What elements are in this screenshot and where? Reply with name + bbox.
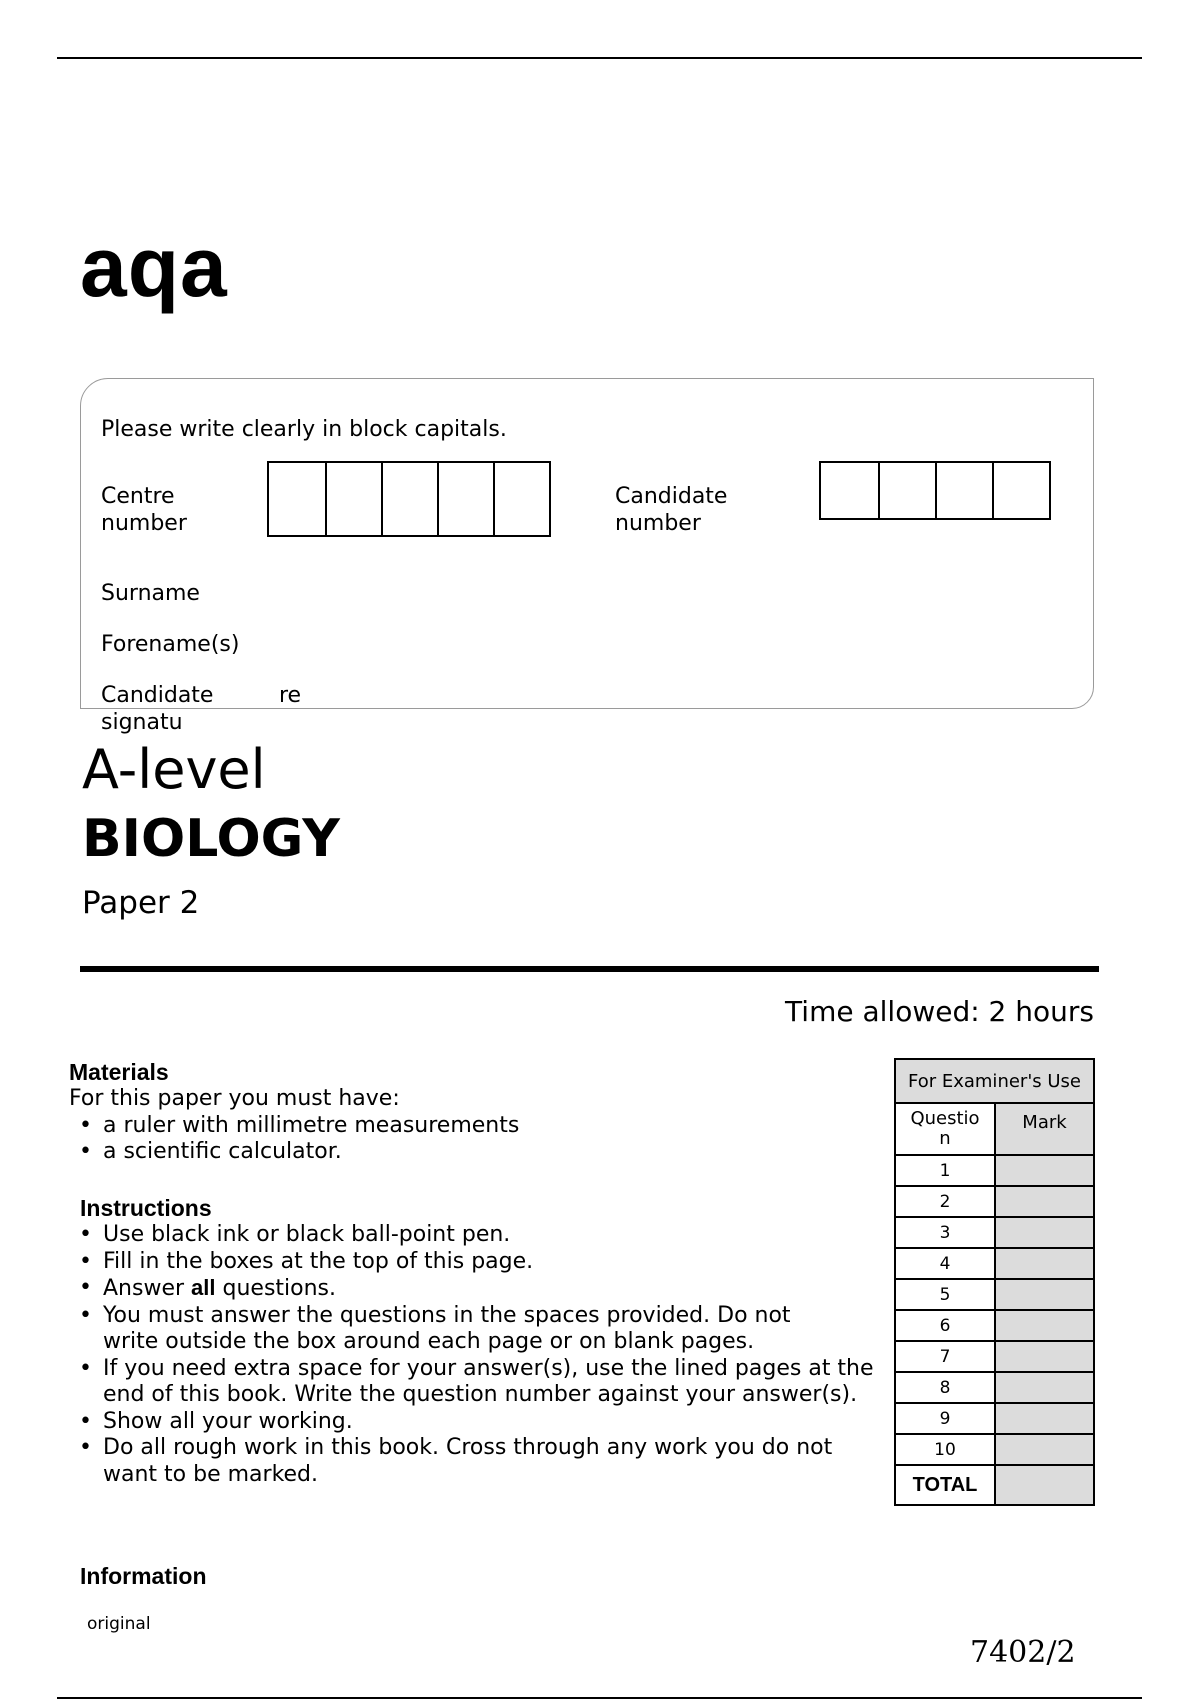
mark-cell[interactable] — [995, 1155, 1094, 1186]
list-item: • Answer all questions. — [69, 1275, 869, 1303]
subject-title: BIOLOGY — [82, 809, 340, 869]
list-item: • Fill in the boxes at the top of this page. — [69, 1249, 869, 1276]
aqa-logo: aqa — [80, 220, 228, 314]
candidate-signature-label-part: signatu — [101, 710, 183, 735]
instructions-list — [69, 1222, 874, 1488]
candidate-digit-box[interactable] — [992, 463, 1049, 518]
footer-note: original — [87, 1614, 151, 1634]
centre-digit-box[interactable] — [381, 463, 437, 535]
list-item: • You must answer the questions in the spaces provided. Do not write outside the box around each page or on blank pages. — [69, 1303, 813, 1356]
question-number: 4 — [895, 1248, 995, 1279]
question-number: 9 — [895, 1403, 995, 1434]
forename-label: Forename(s) — [101, 632, 240, 657]
candidate-number-boxes[interactable] — [819, 461, 1051, 520]
mark-cell[interactable] — [995, 1186, 1094, 1217]
question-number: 5 — [895, 1279, 995, 1310]
centre-digit-box[interactable] — [493, 463, 549, 535]
section-divider — [80, 966, 1099, 972]
candidate-number-label: Candidate number — [615, 484, 728, 536]
paper-code: 7402/2 — [970, 1635, 1076, 1670]
paper-number: Paper 2 — [82, 885, 200, 921]
list-item: • a ruler with millimetre measurements — [69, 1113, 859, 1140]
centre-digit-box[interactable] — [269, 463, 325, 535]
mark-cell[interactable] — [995, 1434, 1094, 1465]
question-number: 7 — [895, 1341, 995, 1372]
mark-cell[interactable] — [995, 1341, 1094, 1372]
question-number: 2 — [895, 1186, 995, 1217]
candidate-digit-box[interactable] — [878, 463, 935, 518]
question-number: 10 — [895, 1434, 995, 1465]
list-item: • Use black ink or black ball-point pen. — [69, 1222, 869, 1249]
top-rule — [57, 57, 1142, 59]
mark-column-header: Mark — [995, 1103, 1094, 1155]
candidate-digit-box[interactable] — [821, 463, 878, 518]
materials-intro: For this paper you must have: — [69, 1086, 400, 1111]
mark-cell[interactable] — [995, 1403, 1094, 1434]
question-number: 1 — [895, 1155, 995, 1186]
instructions-heading: Instructions — [80, 1195, 212, 1221]
candidate-digit-box[interactable] — [935, 463, 992, 518]
mark-cell[interactable] — [995, 1372, 1094, 1403]
examiner-table-title: For Examiner's Use — [895, 1059, 1094, 1103]
centre-digit-box[interactable] — [437, 463, 493, 535]
materials-list — [69, 1113, 859, 1166]
materials-heading: Materials — [69, 1059, 169, 1085]
list-item: • Show all your working. — [69, 1409, 869, 1436]
time-allowed: Time allowed: 2 hours — [785, 995, 1094, 1028]
centre-digit-box[interactable] — [325, 463, 381, 535]
candidate-signature-label-part: re — [279, 683, 302, 708]
qualification-level: A-level — [82, 738, 266, 801]
candidate-signature-label: Candidate — [101, 683, 214, 708]
examiner-table — [894, 1058, 1095, 1506]
surname-label: Surname — [101, 581, 200, 606]
question-number: 8 — [895, 1372, 995, 1403]
total-mark-cell[interactable] — [995, 1465, 1094, 1505]
mark-cell[interactable] — [995, 1279, 1094, 1310]
materials-section — [69, 1058, 859, 1166]
question-number: 6 — [895, 1310, 995, 1341]
information-heading: Information — [80, 1563, 207, 1589]
question-number: 3 — [895, 1217, 995, 1248]
mark-cell[interactable] — [995, 1248, 1094, 1279]
instructions-section — [69, 1194, 874, 1488]
mark-cell[interactable] — [995, 1217, 1094, 1248]
bottom-rule — [57, 1697, 1142, 1699]
form-instruction: Please write clearly in block capitals. — [101, 417, 507, 442]
list-item: • Do all rough work in this book. Cross through any work you do not want to be marked. — [69, 1435, 883, 1488]
mark-cell[interactable] — [995, 1310, 1094, 1341]
list-item: • a scientific calculator. — [69, 1139, 859, 1166]
total-label: TOTAL — [895, 1465, 995, 1505]
question-column-header: Questio n — [895, 1103, 995, 1155]
list-item: • If you need extra space for your answer(s), use the lined pages at the end of this book. Write the question number against your answer(s). — [69, 1356, 883, 1409]
centre-number-boxes[interactable] — [267, 461, 551, 537]
centre-number-label: Centre number — [101, 484, 187, 536]
